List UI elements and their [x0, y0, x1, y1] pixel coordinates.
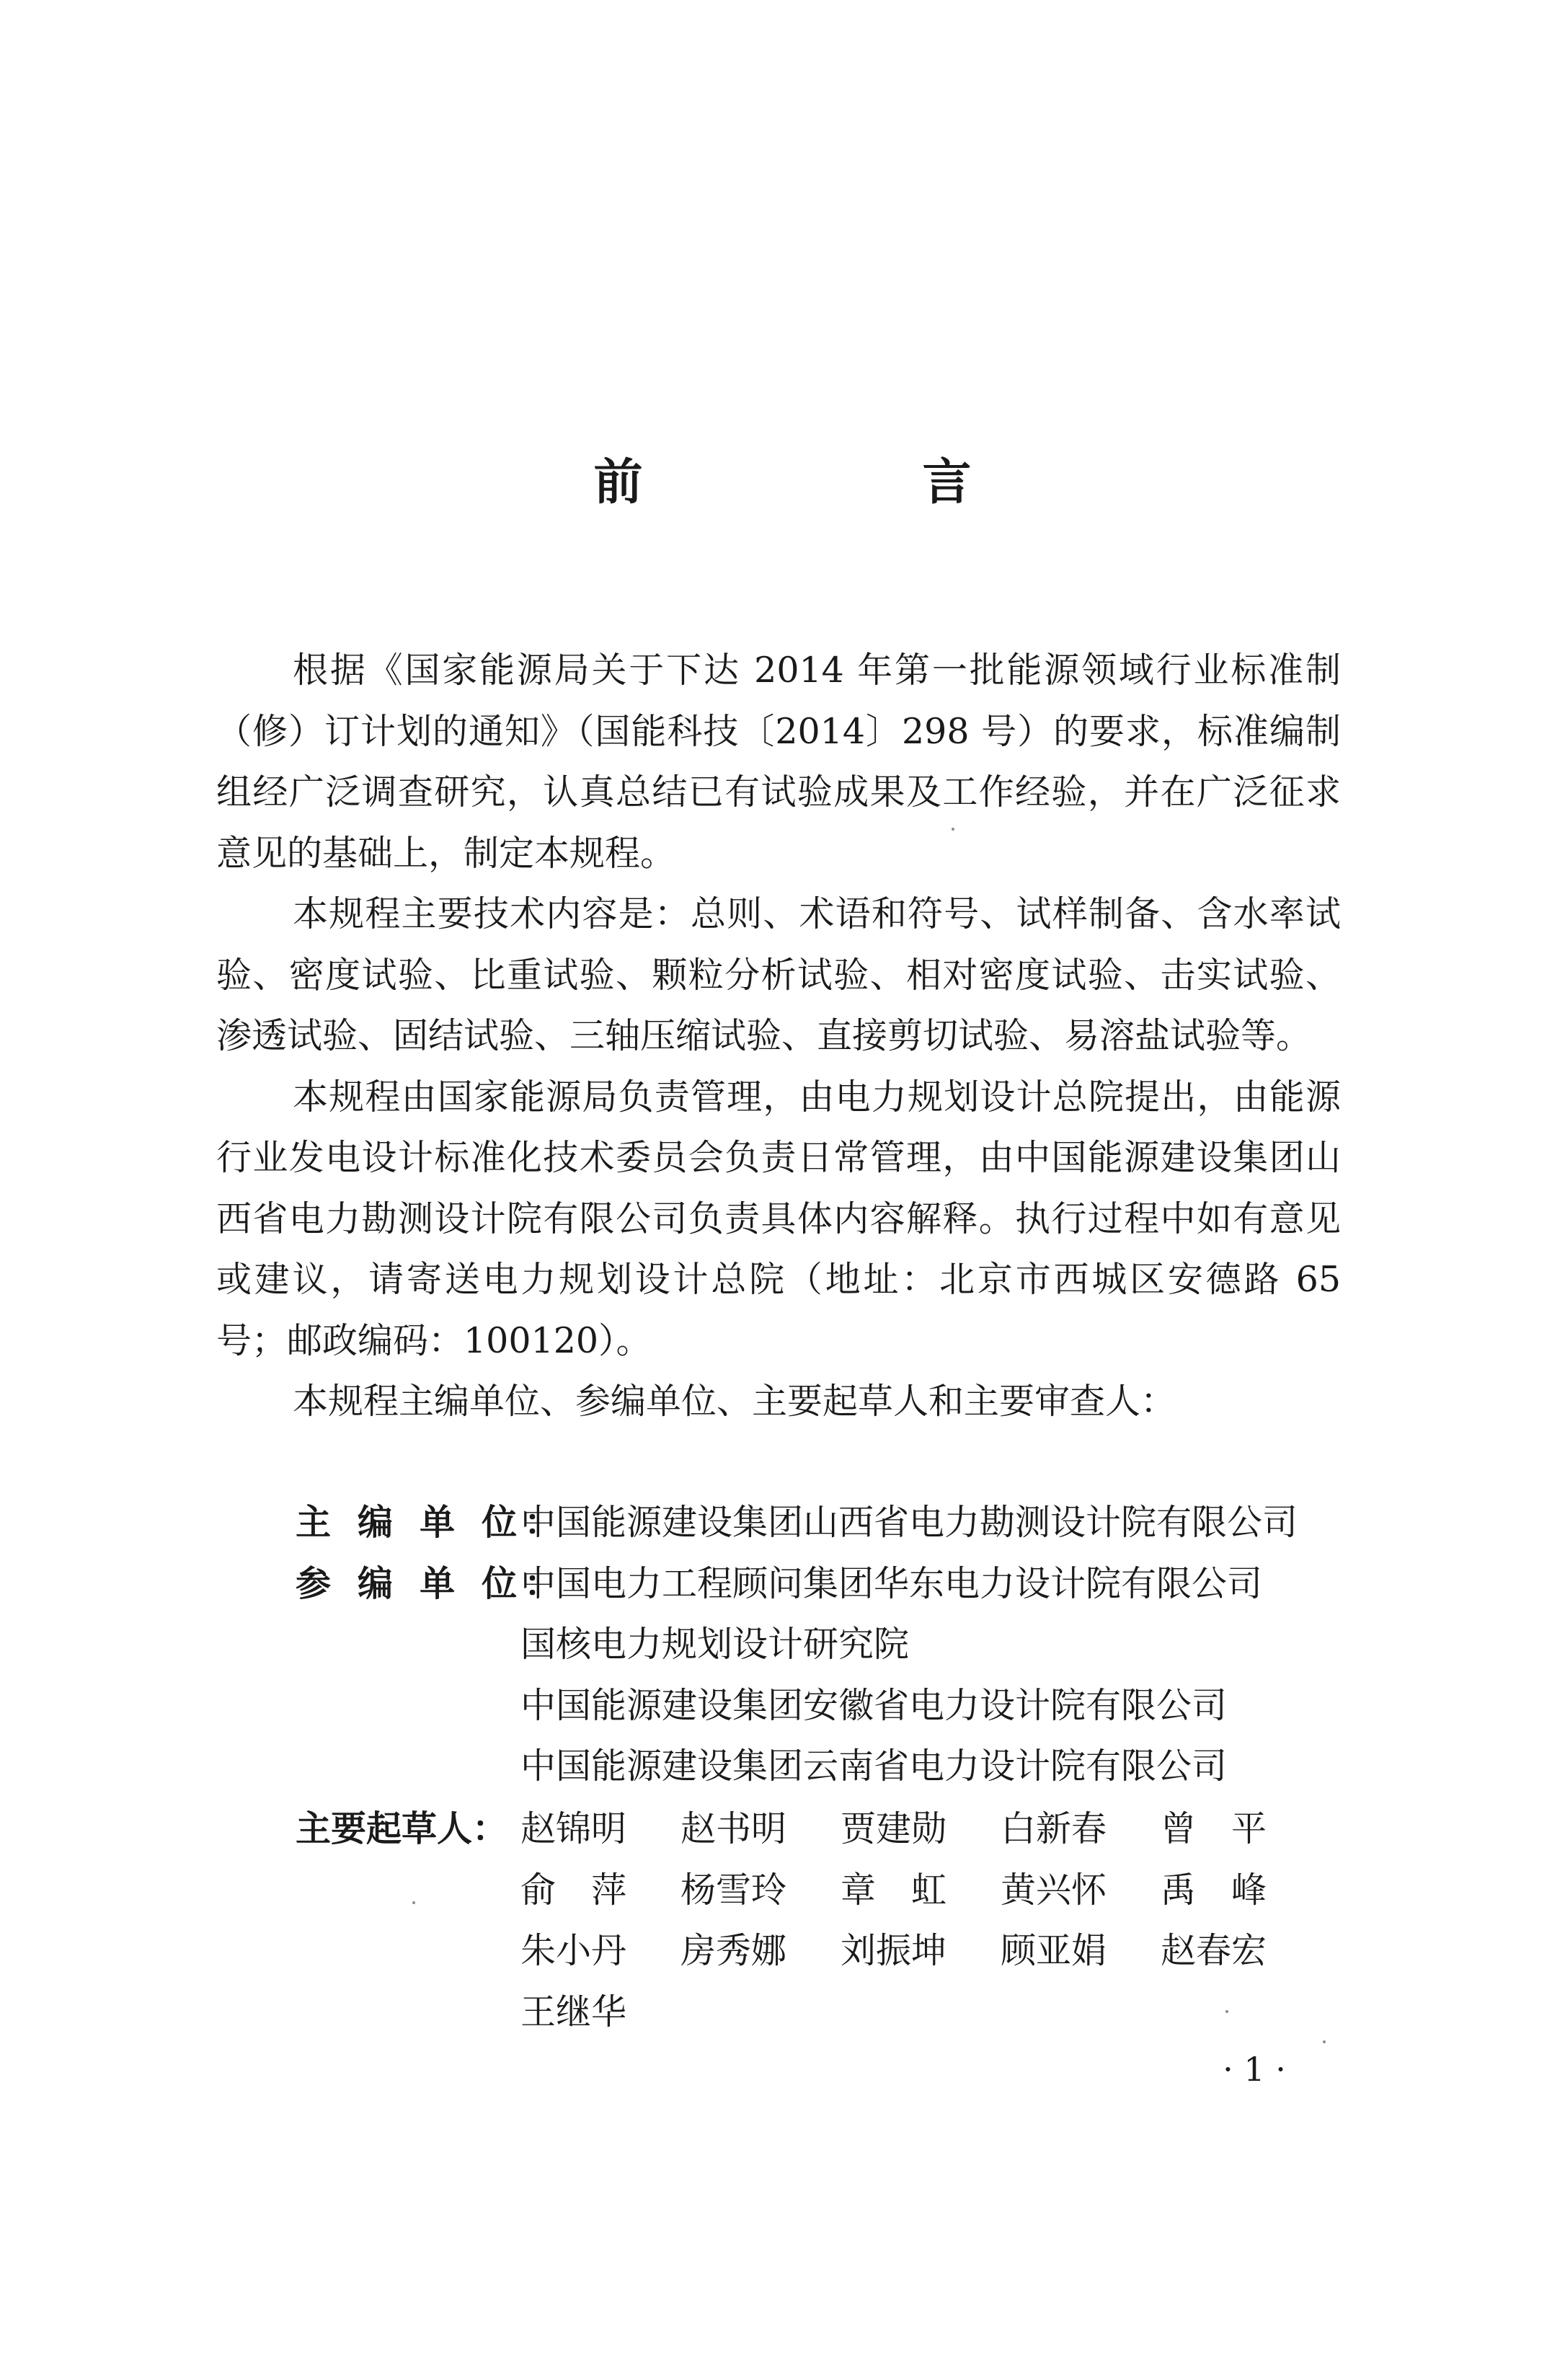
drafter-name: 赵书明: [680, 1808, 787, 1849]
drafters-label: 主要起草人：: [296, 1808, 508, 1849]
paragraph-technical-content: 本规程主要技术内容是：总则、术语和符号、试样制备、含水率试验、密度试验、比重试验、颗粒分析试验、相对密度试验、击实试验、渗透试验、固结试验、三轴压缩试验、直接剪切试验、易溶盐试验等。: [216, 893, 1341, 1056]
participating-unit-name: 国核电力规划设计研究院: [520, 1624, 910, 1665]
drafter-name: 曾 平: [1161, 1808, 1267, 1849]
chief-unit-values: [520, 1492, 1298, 1554]
participating-unit-name: 中国能源建设集团安徽省电力设计院有限公司: [520, 1684, 1228, 1726]
paragraph-management: 本规程由国家能源局负责管理，由电力规划设计总院提出，由能源行业发电设计标准化技术委员会负责日常管理，由中国能源建设集团山西省电力勘测设计院有限公司负责具体内容解释。执行过程中如有意见或建议，请寄送电力规划设计总院（地址：北京市西城区安德路 65 号；邮政编码：100120）。: [216, 1076, 1341, 1361]
chief-unit-name: 中国能源建设集团山西省电力勘测设计院有限公司: [520, 1502, 1298, 1543]
drafter-name: 王继华: [520, 1991, 627, 2032]
drafter-name: 杨雪玲: [680, 1869, 787, 1911]
drafter-name: 禹 峰: [1161, 1869, 1267, 1911]
drafter-name: 俞 萍: [520, 1869, 627, 1911]
drafter-name: 刘振坤: [841, 1930, 947, 1971]
chief-unit-row: [296, 1492, 1348, 1554]
drafter-name: 房秀娜: [680, 1930, 787, 1971]
drafter-name: 黄兴怀: [1001, 1869, 1107, 1911]
drafter-name: 白新春: [1001, 1808, 1107, 1849]
scan-speck: [1225, 2010, 1228, 2013]
paragraph-units-intro: 本规程主编单位、参编单位、主要起草人和主要审查人：: [293, 1381, 1176, 1422]
page-number: · 1 ·: [1223, 2050, 1286, 2089]
drafter-name: 顾亚娟: [1001, 1930, 1107, 1971]
paragraph-basis: 根据《国家能源局关于下达 2014 年第一批能源领域行业标准制（修）订计划的通知》（国能科技〔2014〕298 号）的要求，标准编制组经广泛调查研究，认真总结已有试验成果及工作经验，并在广泛征求意见的基础上，制定本规程。: [216, 650, 1341, 874]
drafter-name: 朱小丹: [520, 1930, 627, 1971]
drafter-name: 贾建勋: [841, 1808, 947, 1849]
drafter-name: 章 虹: [841, 1869, 947, 1911]
scan-speck: [952, 828, 954, 831]
preface-body: [216, 640, 1341, 1433]
units-section: [296, 1492, 1348, 1797]
scan-speck: [412, 1901, 415, 1904]
drafters-names-grid: [520, 1799, 1321, 2043]
drafter-name: 赵锦明: [520, 1808, 627, 1849]
chief-unit-label: 主 编 单 位：: [296, 1502, 567, 1543]
participating-unit-name: 中国能源建设集团云南省电力设计院有限公司: [520, 1746, 1228, 1787]
page-title: 前 言: [593, 454, 1087, 511]
scan-speck: [1323, 2040, 1326, 2043]
drafter-name: 赵春宏: [1161, 1930, 1267, 1971]
drafters-section: [296, 1799, 1321, 2043]
participating-units-values: [520, 1554, 1262, 1797]
participating-units-label: 参 编 单 位：: [296, 1562, 567, 1604]
participating-unit-name: 中国电力工程顾问集团华东电力设计院有限公司: [520, 1562, 1263, 1604]
participating-units-row: [296, 1554, 1348, 1797]
